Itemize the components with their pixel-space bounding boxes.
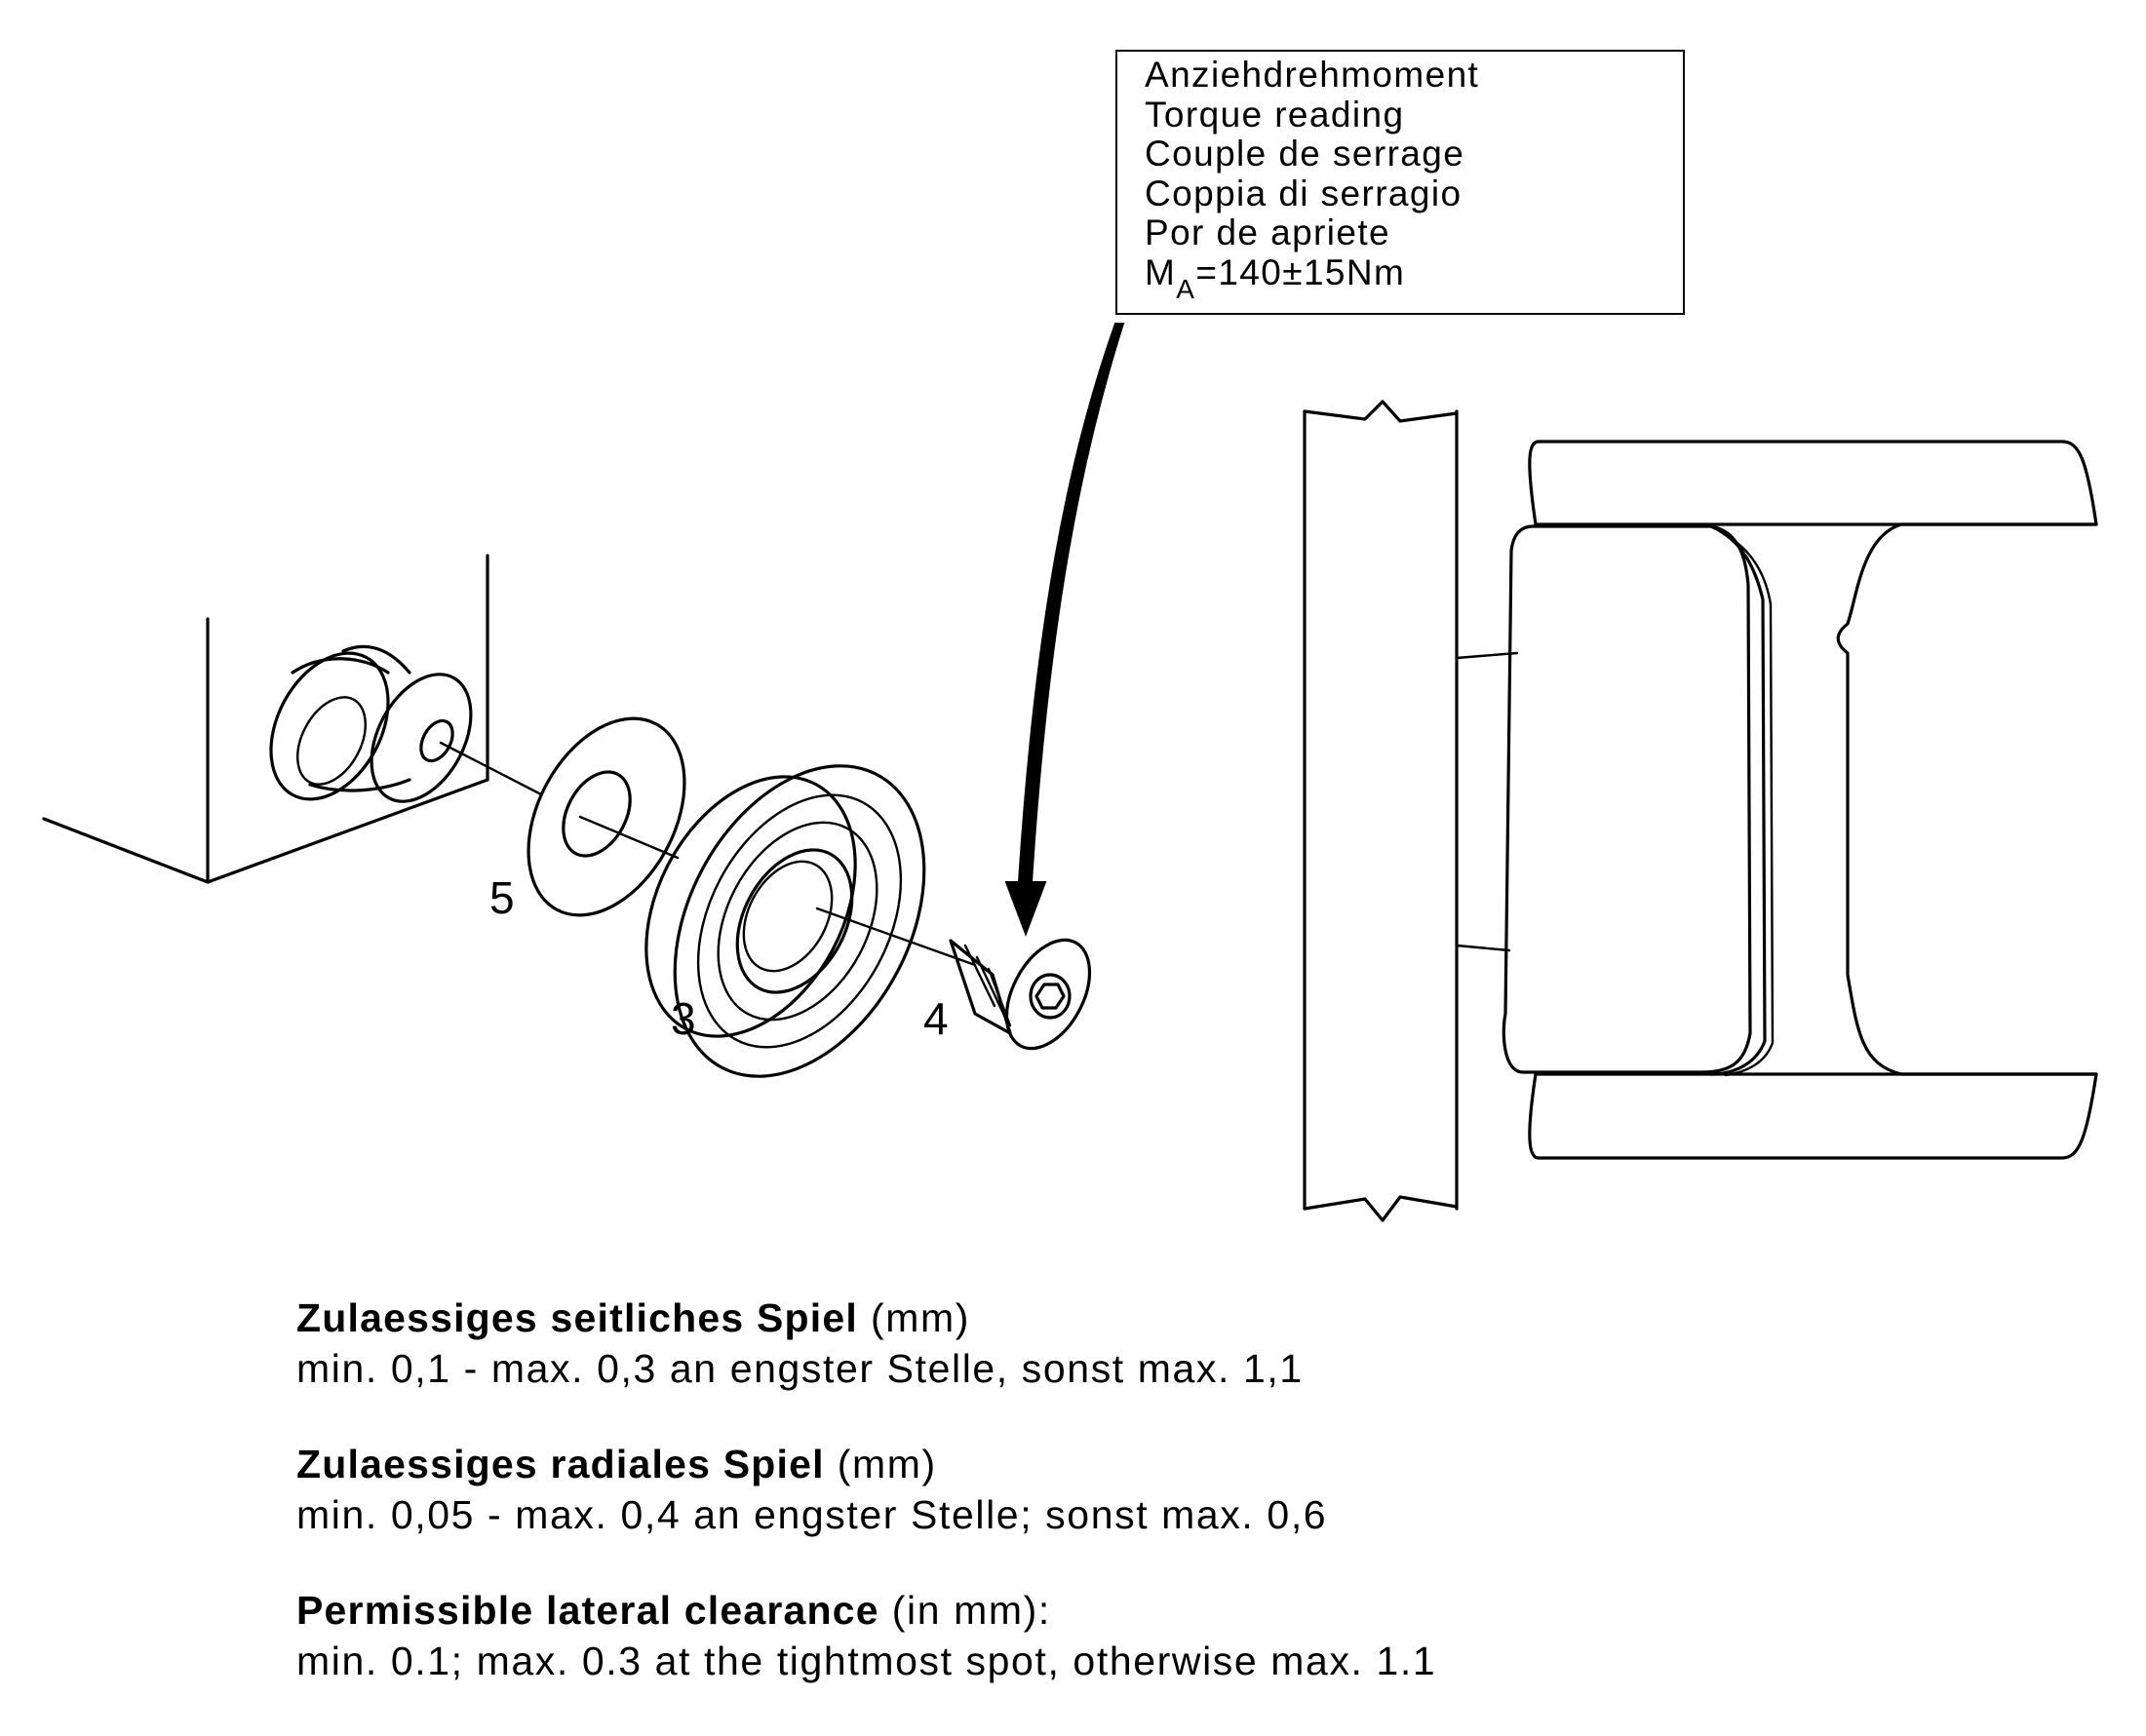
spec-value-radial-de: min. 0,05 - max. 0,4 an engster Stelle; sonst max. 0,6 (296, 1492, 1328, 1537)
spec-unit: (in mm): (891, 1588, 1051, 1633)
torque-label-es: Por de apriete (1145, 212, 1391, 252)
part-label-roller: 3 (671, 993, 696, 1044)
spec-heading-lateral-de (296, 1294, 970, 1341)
screw-4 (951, 926, 1107, 1062)
spec-unit: (mm) (870, 1295, 970, 1340)
part-label-washer: 5 (489, 872, 515, 923)
spec-heading-lateral-en (296, 1587, 1051, 1634)
torque-label-en: Torque reading (1145, 94, 1405, 135)
torque-value: =140±15Nm (1195, 251, 1406, 292)
spec-heading-text: Permissible lateral clearance (296, 1588, 879, 1633)
torque-subscript: A (1176, 273, 1196, 304)
torque-leader (1006, 324, 1123, 934)
torque-label-fr: Couple de serrage (1145, 134, 1465, 174)
mast-corner (44, 556, 488, 882)
torque-spec-box (1115, 50, 1685, 315)
mast-section (1305, 402, 1517, 1220)
spec-heading-radial-de (296, 1441, 937, 1487)
roller-3 (604, 723, 974, 1119)
spec-value-lateral-en: min. 0.1; max. 0.3 at the tightmost spot, otherwise max. 1.1 (296, 1639, 1437, 1683)
i-beam-section (1503, 442, 2096, 1158)
torque-label-it: Coppia di serragio (1145, 173, 1463, 213)
torque-symbol: M (1145, 251, 1177, 292)
torque-formula (1145, 251, 1683, 304)
washer-5 (496, 692, 716, 942)
spec-heading-text: Zulaessiges radiales Spiel (296, 1442, 825, 1486)
spec-heading-text: Zulaessiges seitliches Spiel (296, 1295, 858, 1340)
torque-label-de: Anziehdrehmoment (1145, 55, 1480, 95)
spec-unit: (mm) (837, 1442, 937, 1486)
spec-value-lateral-de: min. 0,1 - max. 0,3 an engster Stelle, sonst max. 1,1 (296, 1346, 1304, 1391)
axis-line (441, 743, 975, 965)
part-label-screw: 4 (923, 993, 949, 1044)
